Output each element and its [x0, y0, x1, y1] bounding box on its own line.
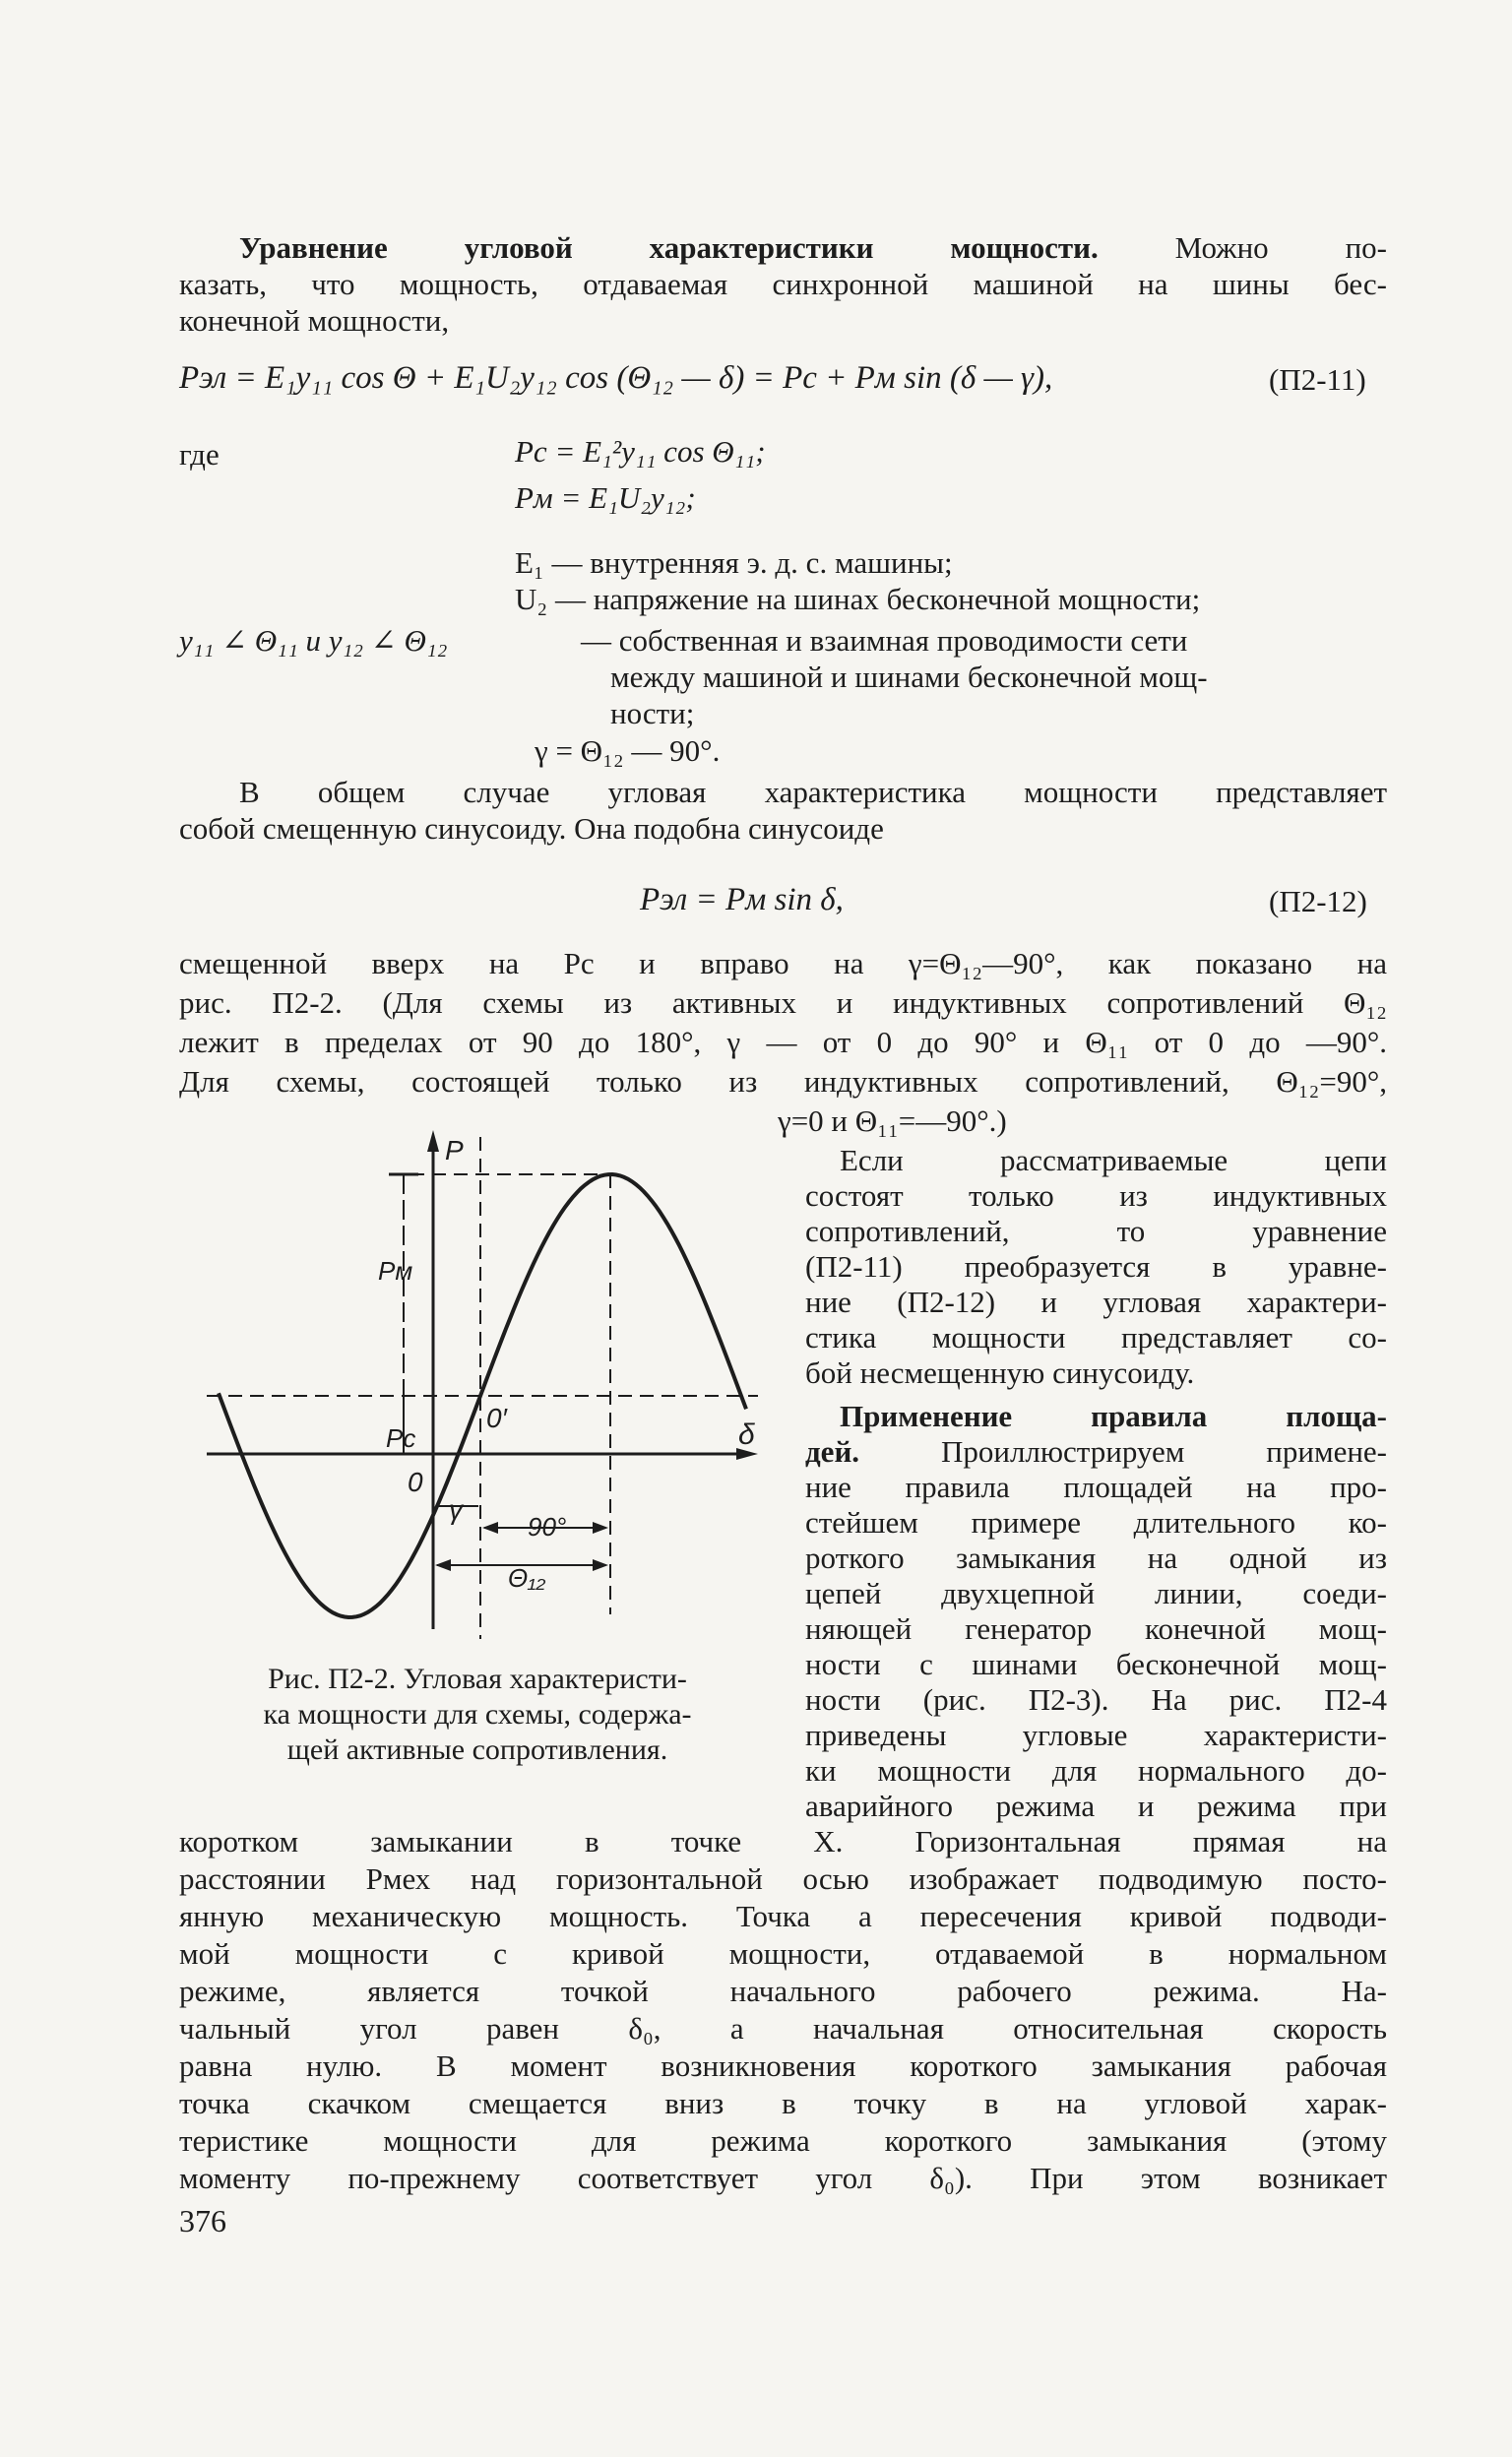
section-intro [239, 229, 1387, 266]
equation-p2-11: Pэл = E₁y₁₁ cos Θ + E₁U₂y₁₂ cos (Θ₁₂ — δ) = Pс + Pм sin (δ — γ), [179, 360, 1053, 396]
area-line-3: стейшем примере длительного ко- [805, 1505, 1387, 1540]
label-pc: Pс [386, 1423, 416, 1453]
intro-line-3: конечной мощности, [179, 303, 450, 338]
where-word: где [179, 437, 220, 472]
label-theta12: Θ₁₂ [508, 1563, 546, 1593]
shift-line-3: лежит в пределах от 90 до 180°, γ — от 0 до 90° и Θ₁₁ от 0 до —90°. [179, 1025, 1387, 1059]
area-heading-text-2: дей. [805, 1434, 860, 1469]
def-y-left: y₁₁ ∠ Θ₁₁ и y₁₂ ∠ Θ₁₂ [179, 623, 448, 658]
area-line-4: роткого замыкания на одной из [805, 1541, 1387, 1575]
bottom-line-2: расстоянии Pмех над горизонтальной осью изображает подводимую посто- [179, 1861, 1387, 1896]
bottom-line-10: моменту по-прежнему соответствует угол δ₀). При этом возникает [179, 2161, 1387, 2195]
area-heading-text: Применение правила площа- [840, 1399, 1387, 1433]
label-origin-shifted: 0′ [486, 1403, 507, 1433]
area-line-11: аварийного режима и режима при [805, 1789, 1387, 1823]
bottom-line-3: янную механическую мощность. Точка a пересечения кривой подводи- [179, 1899, 1387, 1933]
theta12-arrow-left [435, 1559, 451, 1571]
general-line-2: собой смещенную синусоиду. Она подобна синусоиде [179, 811, 884, 846]
shift-line-4: Для схемы, состоящей только из индуктивных сопротивлений, Θ₁₂=90°, [179, 1064, 1387, 1099]
def-y-line-1: — собственная и взаимная проводимости сети [581, 623, 1188, 658]
equation-p2-12: Pэл = Pм sin δ, [640, 882, 844, 917]
shift-line-2: рис. П2-2. (Для схемы из активных и индуктивных сопротивлений Θ₁₂ [179, 985, 1387, 1020]
inductive-line-5: ние (П2-12) и угловая характери- [805, 1285, 1387, 1319]
bottom-line-5: режиме, является точкой начального рабочего режима. На- [179, 1974, 1387, 2008]
label-gamma: γ [449, 1494, 463, 1525]
bottom-line-4: мой мощности с кривой мощности, отдаваемой в нормальном [179, 1936, 1387, 1971]
area-line-6: няющей генератор конечной мощ- [805, 1611, 1387, 1646]
page-number: 376 [179, 2203, 226, 2238]
label-pm: Pм [378, 1256, 413, 1286]
label-delta: δ [738, 1418, 755, 1451]
label-ninety: 90° [528, 1512, 567, 1542]
def-u2: U₂ — напряжение на шинах бесконечной мощности; [515, 582, 1201, 616]
def-pm: Pм = E₁U₂y₁₂; [515, 480, 696, 515]
area-line-9: приведены угловые характеристи- [805, 1718, 1387, 1752]
ninety-arrow-right [593, 1522, 608, 1534]
section-heading: Уравнение угловой характеристики мощности. [239, 230, 1099, 265]
intro-line-2: казать, что мощность, отдаваемая синхронной машиной на шины бес- [179, 267, 1387, 301]
caption-line-3: щей активные сопротивления. [286, 1733, 668, 1766]
area-line-7: ности с шинами бесконечной мощ- [805, 1647, 1387, 1681]
equation-number-p2-11: (П2-11) [1269, 362, 1366, 397]
area-line-1 [805, 1433, 1387, 1470]
caption-line-1: Рис. П2-2. Угловая характеристи- [268, 1663, 687, 1695]
area-heading-1 [840, 1398, 1387, 1434]
bottom-line-6: чальный угол равен δ₀, а начальная относительная скорость [179, 2011, 1387, 2046]
ninety-arrow-left [482, 1522, 498, 1534]
inductive-line-1: Если рассматриваемые цепи [840, 1143, 1387, 1177]
label-p: P [445, 1135, 464, 1166]
p-axis-arrow [427, 1130, 439, 1152]
figure-caption [167, 1662, 788, 1768]
def-pc: Pс = E₁²y₁₁ cos Θ₁₁; [515, 434, 766, 469]
inductive-line-2: состоят только из индуктивных [805, 1178, 1387, 1213]
def-y-line-3: ности; [610, 696, 695, 730]
shift-line-5: γ=0 и Θ₁₁=—90°.) [778, 1103, 1007, 1138]
inductive-line-6: стика мощности представляет со- [805, 1320, 1387, 1354]
area-line-10: ки мощности для нормального до- [805, 1753, 1387, 1788]
general-line-1: В общем случае угловая характеристика мощности представляет [239, 775, 1387, 809]
inductive-line-3: сопротивлений, то уравнение [805, 1214, 1387, 1248]
def-gamma: γ = Θ₁₂ — 90°. [535, 733, 721, 768]
equation-number-p2-12: (П2-12) [1269, 884, 1367, 918]
intro-line-1: Можно по- [1174, 230, 1388, 265]
def-e1: E₁ — внутренняя э. д. с. машины; [515, 545, 953, 580]
shift-line-1: смещенной вверх на Pс и вправо на γ=Θ₁₂—90°, как показано на [179, 946, 1387, 980]
area-line-2: ние правила площадей на про- [805, 1470, 1387, 1504]
label-origin: 0 [408, 1467, 423, 1497]
area-line-1-text: Проиллюстрируем примене- [940, 1434, 1388, 1469]
theta12-arrow-right [593, 1559, 608, 1571]
bottom-line-9: теристике мощности для режима короткого замыкания (этому [179, 2123, 1387, 2158]
figure-angular-power-characteristic [187, 1122, 778, 1654]
inductive-line-7: бой несмещенную синусоиду. [805, 1355, 1195, 1390]
def-y-line-2: между машиной и шинами бесконечной мощ- [610, 660, 1208, 694]
bottom-line-7: равна нулю. В момент возникновения короткого замыкания рабочая [179, 2048, 1387, 2083]
area-line-8: ности (рис. П2-3). На рис. П2-4 [805, 1682, 1387, 1717]
bottom-line-1: коротком замыкании в точке X. Горизонтальная прямая на [179, 1824, 1387, 1858]
caption-line-2: ка мощности для схемы, содержа- [263, 1698, 692, 1731]
bottom-line-8: точка скачком смещается вниз в точку в на угловой харак- [179, 2086, 1387, 2120]
inductive-line-4: (П2-11) преобразуется в уравне- [805, 1249, 1387, 1284]
area-line-5: цепей двухцепной линии, соеди- [805, 1576, 1387, 1610]
